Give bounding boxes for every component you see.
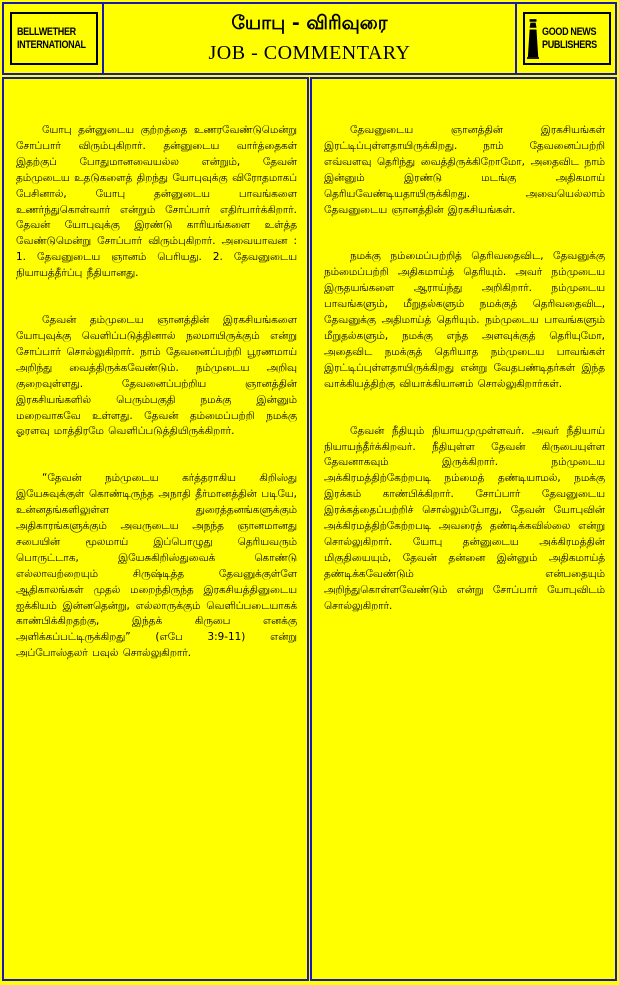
publisher-logo-left <box>4 4 104 73</box>
logo-border <box>10 12 98 65</box>
logo-line: BELLWETHER <box>17 25 76 38</box>
column-text <box>16 123 297 693</box>
page-title-tamil: யோபு - விரிவுரை <box>231 12 388 34</box>
lighthouse-icon <box>527 16 539 62</box>
paragraph: தேவன் தம்முடைய ஞானத்தின் இரகசியங்களை யோபுவுக்கு வெளிப்படுத்தினால் நலமாயிருக்கும் என்று சோப்பார் சொல்லுகிறார். நாம் தேவனைப்பற்றி பூரணமாய் அறிந்து வைத்திருக்கவேண்டும். நம்முடைய அறிவு குறைவுள்ளது. தேவனைப்பற்றிய ஞானத்தின் இரகசியங்களில் பெரும்பகுதி நமக்கு இன்னும் மறைவாகவே உள்ளது. தேவன் தம்மைப்பற்றி நமக்கு ஓரளவு மாத்திரமே வெளிப்படுத்தியிருக்கிறார். <box>16 314 297 438</box>
publisher-logo-right <box>515 4 615 73</box>
logo-line: INTERNATIONAL <box>17 38 86 51</box>
logo-line: PUBLISHERS <box>542 38 597 51</box>
paragraph: யோபு தன்னுடைய குற்றத்தை உணரவேண்டுமென்று சோப்பார் விரும்புகிறார். தன்னுடைய வார்த்தைகள் இதற்குப் போதுமானவையல்ல என்றும், தேவன் தம்முடைய உதடுகளைத் திறந்து யோபுவுக்கு விரோதமாகப் பேசினால், யோபு தன்னுடைய பாவங்களை உணர்ந்துகொள்வார் என்றும் சோப்பார் எதிர்பார்க்கிறார். தேவன் யோபுவுக்கு இரண்டு காரியங்களை உள்த்த வேண்டுமென்று சோப்பார் விரும்புகிறார். அவையாவன : 1. தேவனுடைய ஞானம் பெரியது. 2. தேவனுடைய நியாயத்தீர்ப்பு நீதியானது. <box>16 124 297 280</box>
title-block <box>104 4 515 73</box>
paragraph: தேவன் நீதியும் நியாயமுமுள்ளவர். அவர் நீதியாய் நியாயந்தீர்க்கிறவர். நீதியுள்ள தேவன் கிருபையுள்ள தேவனாகவும் இருக்கிறார். நம்முடைய அக்கிரமத்திற்கேற்றபடி நம்மைத் தண்டியாமல், நமக்கு இரக்கம் காண்பிக்கிறார். சோப்பார் தேவனுடைய இரக்கத்தைப்பற்றிச் சொல்லும்போது, தேவன் யோபுவின் அக்கிரமத்திற்கேற்றபடி அவரைத் தண்டிக்கவில்லை என்று சொல்லுகிறார். யோபு தன்னுடைய அக்கிரமத்தின் மிகுதியையும், தேவன் தன்னை இன்னும் அதிகமாய்த் தண்டிக்கவேண்டும் என்பதையும் அறிந்துகொள்ளவேண்டும் என்று சோப்பார் யோபுவிடம் சொல்லுகிறார். <box>324 424 605 612</box>
paragraph: “தேவன் நம்முடைய கர்த்தராகிய கிறிஸ்து இயேசுவுக்குள் கொண்டிருந்த அநாதி தீர்மானத்தின் படியே, உன்னதங்களிலுள்ள துரைத்தனங்களுக்கும் அதிகாரங்களுக்கும் அவருடைய அநந்த ஞானமானது சபையின் மூலமாய் இப்பொழுது தெரியவரும் பொருட்டாக, இயேசுகிறிஸ்துவைக் கொண்டு எல்லாவற்றையும் சிருஷ்டித்த தேவனுக்குள்ளே ஆதிகாலங்கள் முதல் மறைந்திருந்த இரகசியத்தினுடைய ஐக்கியம் இன்னதென்று, எல்லாருக்கும் வெளிப்படையாகக் காண்பிக்கிறதற்கு, இந்தக் கிருபை எனக்கு அளிக்கப்பட்டிருக்கிறது” (எபே 3:9-11) என்று அப்போஸ்தலர் பவுல் சொல்லுகிறார். <box>16 472 297 660</box>
column-text <box>324 123 605 645</box>
left-column <box>2 77 309 981</box>
page-title-english: JOB - COMMENTARY <box>208 42 411 64</box>
right-column <box>310 77 617 981</box>
paragraph: நமக்கு நம்மைப்பற்றித் தெரிவதைவிட, தேவனுக்கு நம்மைப்பற்றி அதிகமாய்த் தெரியும். அவர் நம்முடைய இருதயங்களை ஆராய்ந்து அறிகிறார். நம்முடைய பாவங்களும், மீறுதல்களும் நமக்குத் தெரிவதைவிட, தேவனுக்கு அதிமாய்த் தெரியும். நம்முடைய பாவங்களும் மீறுதல்களும், நமக்கு எந்த அளவுக்குத் தெரியுமோ, அதைவிட நமக்குத் தெரியாத நம்முடைய பாவங்கள் இரட்டிப்புள்ளதாயிருக்கிறது என்று வேதபண்டிதர்கள் இந்த வாக்கியத்திற்கு வியாக்கியானம் சொல்லுகிறார்கள். <box>324 250 605 390</box>
logo-text <box>17 26 86 52</box>
paragraph: தேவனுடைய ஞானத்தின் இரகசியங்கள் இரட்டிப்புள்ளதாயிருக்கிறது. நாம் தேவனைப்பற்றி எவ்வளவு தெரிந்து வைத்திருக்கிறோமோ, அதைவிட நாம் இன்னும் இரண்டு மடங்கு அதிகமாய் தெரியவேண்டியதாயிருக்கிறது. அவையெல்லாம் தேவனுடைய ஞானத்தின் இரகசியங்கள். <box>324 124 605 216</box>
page-header <box>2 2 617 75</box>
logo-border <box>523 12 611 65</box>
logo-text <box>542 26 597 52</box>
logo-line: GOOD NEWS <box>542 25 597 38</box>
